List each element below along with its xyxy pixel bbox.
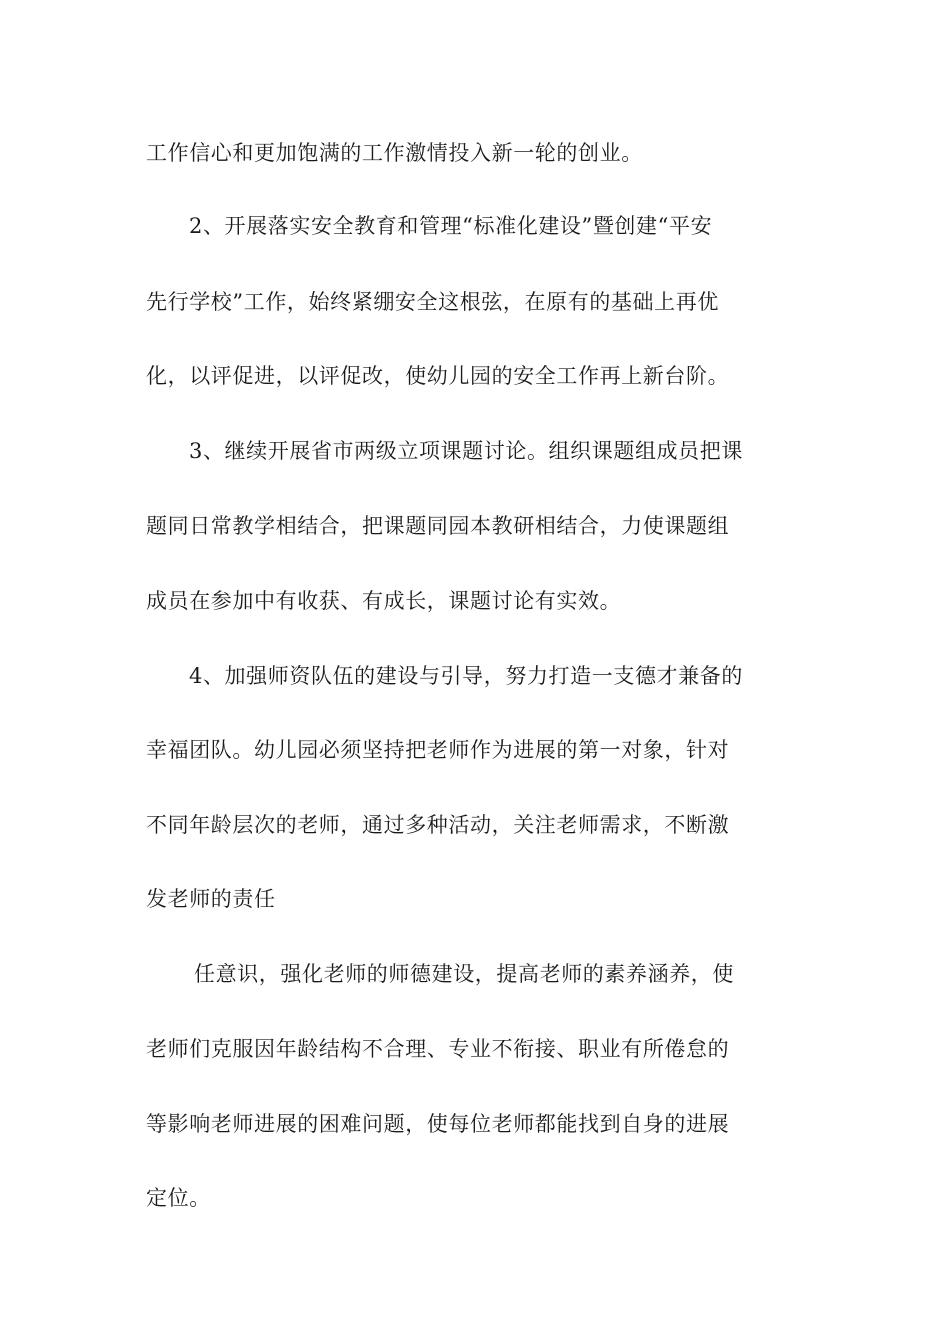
text-line: 幸福团队。幼儿园必须坚持把老师作为进展的第一对象，针对 [146,738,730,762]
text-line: 任意识，强化老师的师德建设，提高老师的素养涵养，使 [194,962,734,986]
text-line: 2、开展落实安全教育和管理“标准化建设”暨创建“平安 [189,214,713,238]
text-line: 等影响老师进展的困难问题，使每位老师都能找到自身的进展 [146,1112,730,1136]
text-line: 题同日常教学相结合，把课题同园本教研相结合，力使课题组 [146,514,730,538]
text-line: 发老师的责任 [146,887,276,911]
text-line: 不同年龄层次的老师，通过多种活动，关注老师需求，不断激 [146,813,730,837]
text-line: 4、加强师资队伍的建设与引导，努力打造一支德才兼备的 [189,664,743,688]
text-line: 定位。 [146,1186,211,1210]
text-line: 工作信心和更加饱满的工作激情投入新一轮的创业。 [146,141,643,165]
text-line: 老师们克服因年龄结构不合理、专业不衔接、职业有所倦怠的 [146,1037,730,1061]
text-line: 3、继续开展省市两级立项课题讨论。组织课题组成员把课 [189,439,743,463]
text-line: 化，以评促进，以评促改，使幼儿园的安全工作再上新台阶。 [146,364,730,388]
text-line: 成员在参加中有收获、有成长，课题讨论有实效。 [146,589,622,613]
text-line: 先行学校”工作，始终紧绷安全这根弦，在原有的基础上再优 [146,290,719,314]
